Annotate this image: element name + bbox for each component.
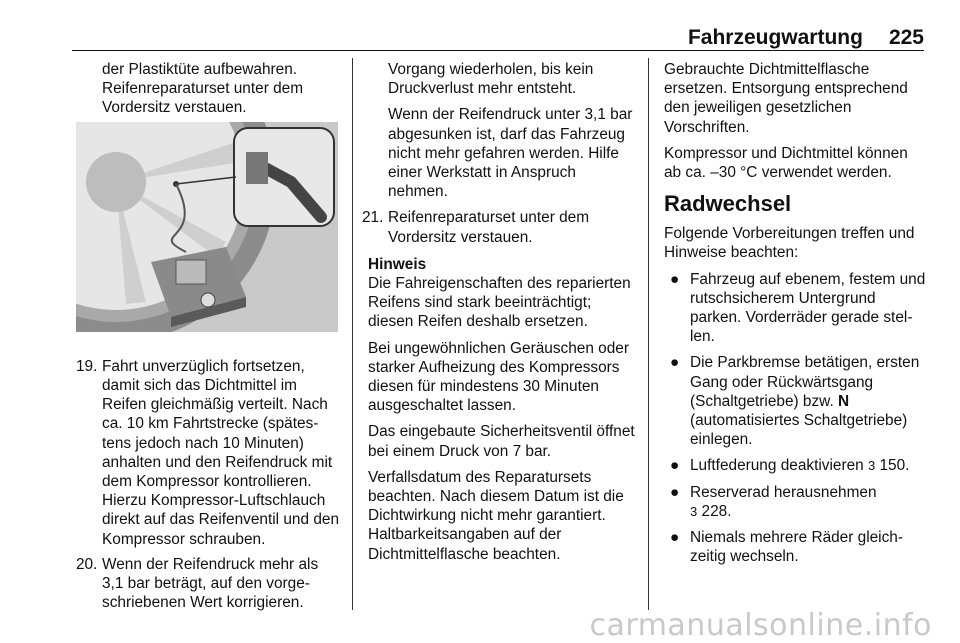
- section-intro: Folgende Vorbereitungen treffen und Hinweise beachten:: [664, 225, 915, 262]
- list-item: ● Die Parkbremse betätigen, ersten Gang oder Rückwärtsgang (Schaltgetriebe) bzw. N (automatisiertes Schaltgetriebe) einlegen.: [670, 354, 920, 449]
- note-paragraph: Bei ungewöhnlichen Geräuschen oder starker Aufheizung des Kompressors diesen für mindestens 30 Minuten ausgeschaltet lassen.: [368, 339, 629, 415]
- section-heading: Radwechsel: [664, 191, 792, 217]
- header-divider: [72, 50, 924, 51]
- column-divider-1: [352, 58, 353, 610]
- hinweis-note: [362, 255, 637, 564]
- temperature-paragraph: Kompressor und Dichtmittel können ab ca. –30 °C verwendet werden.: [664, 144, 908, 182]
- page-header: [72, 26, 924, 50]
- column-2: [362, 60, 637, 571]
- disposal-paragraph: Gebrauchte Dichtmittelflasche ersetzen. Entsorgung entsprechend den jeweiligen gesetzlichen Vorschriften.: [664, 61, 908, 136]
- bullet-icon: ●: [670, 270, 680, 288]
- watermark: carmanualsonline.info: [589, 608, 932, 643]
- page-number: 225: [888, 26, 924, 49]
- section-title: Fahrzeugwartung: [687, 26, 863, 49]
- note-paragraph: Die Fahreigenschaften des reparierten Reifens sind stark beeinträchtigt; diesen Reifen deshalb ersetzen.: [368, 275, 631, 331]
- bullet-icon: ●: [670, 457, 680, 475]
- page-ref-arrow-icon: 3: [867, 458, 876, 474]
- list-item: ● Niemals mehrere Räder gleichzeitig wechseln.: [670, 529, 903, 566]
- note-paragraph: Das eingebaute Sicherheitsventil öffnet bei einem Druck von 7 bar.: [368, 423, 635, 460]
- step-20: 20. Wenn der Reifendruck mehr als 3,1 bar beträgt, auf den vorgeschriebenen Wert korrigieren.: [76, 555, 319, 612]
- list-item: ● Reserverad herausnehmen 3 228.: [670, 483, 877, 520]
- bullet-icon: ●: [670, 483, 680, 501]
- bullet-icon: ●: [670, 354, 680, 372]
- intro-text: der Plastiktüte aufbewahren. Reifenreparaturset unter dem Vordersitz verstauen.: [102, 61, 304, 117]
- column-1: [76, 60, 342, 618]
- note-paragraph: Verfallsdatum des Reparatursets beachten. Nach diesem Datum ist die Dichtwirkung nicht mehr garantiert. Haltbarkeitsangaben auf der Dichtmittelflasche beachten.: [368, 468, 624, 563]
- column-divider-2: [648, 58, 649, 610]
- bullet-icon: ●: [670, 529, 680, 547]
- step-20-continuation: Vorgang wiederholen, bis kein Druckverlust mehr entsteht.: [388, 61, 594, 98]
- step-21: 21. Reifenreparaturset unter dem Vordersitz verstauen.: [362, 209, 590, 246]
- page-reference-link[interactable]: 150.: [879, 457, 910, 475]
- step-20-warning: Wenn der Reifendruck unter 3,1 bar abgesunken ist, darf das Fahrzeug nicht mehr gefahren werden. Hilfe einer Werkstatt in Anspruch nehmen.: [388, 106, 633, 201]
- column-3: [664, 60, 926, 573]
- page-reference-link[interactable]: 228.: [701, 502, 732, 520]
- note-title: Hinweis: [368, 255, 427, 273]
- step-19: 19. Fahrt unverzüglich fortsetzen, damit sich das Dichtmittel im Reifen gleichmäßig verteilt. Nach ca. 10 km Fahrtstrecke (spätestens jedoch nach 10 Minuten) anhalten und den Reifendruck mit dem Kompressor kontrollieren. Hierzu Kompressor-Luftschlauch direkt auf das Reifenventil und den Kompressor schrauben.: [76, 357, 339, 548]
- list-item: ● Luftfederung deaktivieren 3 150.: [670, 457, 910, 475]
- tire-repair-kit-illustration: [76, 122, 338, 332]
- page-ref-arrow-icon: 3: [690, 503, 698, 519]
- list-item: ● Fahrzeug auf ebenem, festem und rutschsicherem Untergrund parken. Vorderräder gerade stellen.: [670, 270, 926, 346]
